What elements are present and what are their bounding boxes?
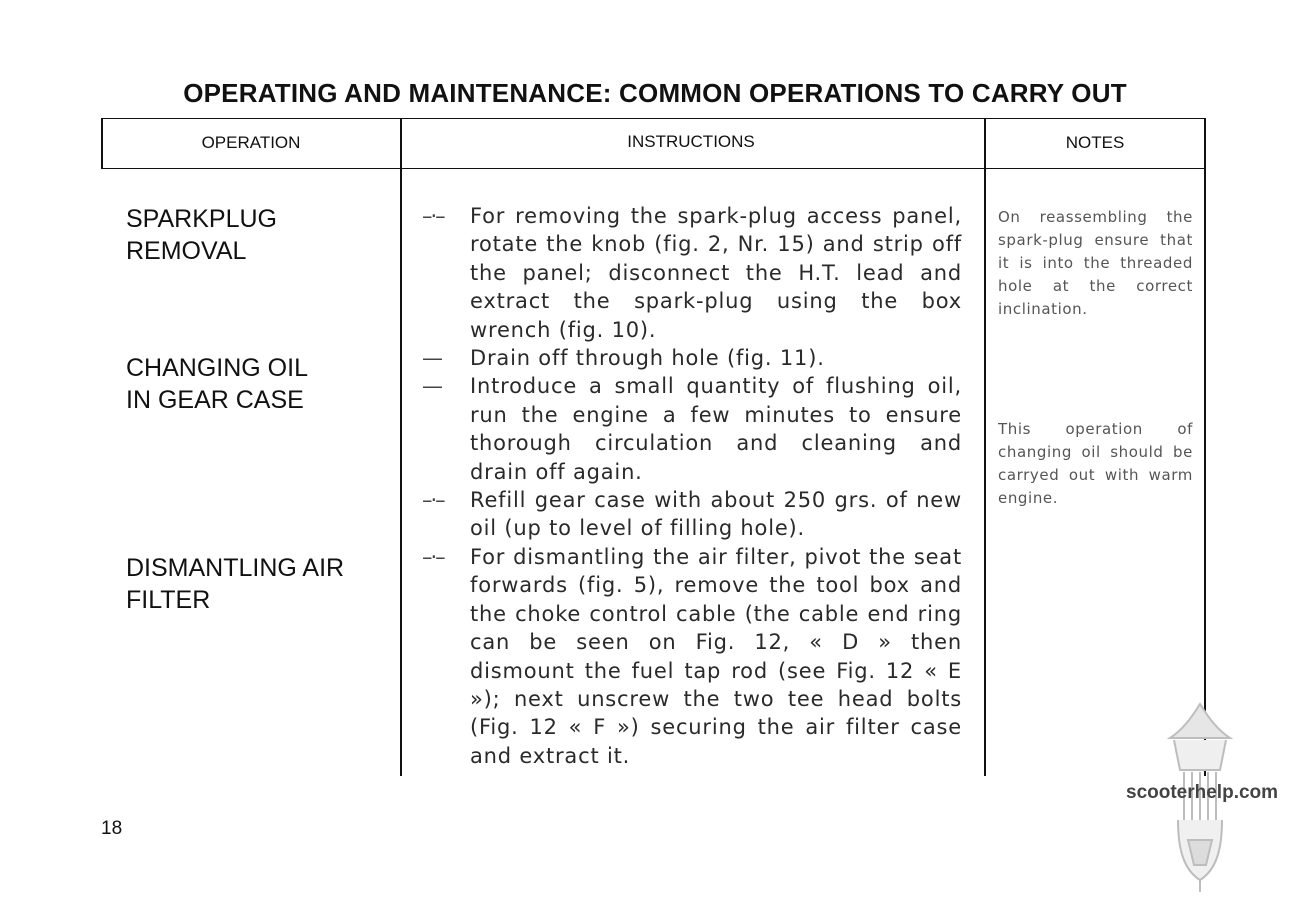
instruction-item xyxy=(422,486,962,543)
dash-bullet: –·– xyxy=(422,488,444,513)
header-operation: OPERATION xyxy=(201,133,301,152)
instruction-text: Introduce a small quantity of flushing oil, run the engine a few minutes to ensure thorough circulation and cleaning and drain off again. xyxy=(470,374,962,484)
operation-dismantling-air-filter: DISMANTLING AIR FILTER xyxy=(126,554,345,614)
header-notes: NOTES xyxy=(1065,133,1125,152)
page-number: 18 xyxy=(101,818,123,839)
table-top-border xyxy=(101,118,1205,119)
instruction-item xyxy=(422,372,962,486)
header-bottom-border xyxy=(101,168,1205,169)
dash-bullet: –·– xyxy=(422,544,444,569)
page-title: OPERATING AND MAINTENANCE: COMMON OPERATIONS TO CARRY OUT xyxy=(183,78,1127,108)
instruction-text: Refill gear case with about 250 grs. of new oil (up to level of filling hole). xyxy=(470,488,962,541)
col-divider-1 xyxy=(400,118,402,776)
instruction-item xyxy=(422,543,962,770)
col-divider-2 xyxy=(984,118,986,776)
instruction-item xyxy=(422,202,962,344)
dash-bullet: — xyxy=(422,374,441,399)
instruction-item xyxy=(422,344,962,372)
header-instructions: INSTRUCTIONS xyxy=(627,132,755,151)
operation-sparkplug-removal: SPARKPLUG REMOVAL xyxy=(126,205,277,265)
dash-bullet: –·– xyxy=(422,204,444,228)
operation-changing-oil: CHANGING OIL IN GEAR CASE xyxy=(126,354,308,414)
watermark-text: scooterhelp.com xyxy=(1126,782,1279,803)
instructions-list xyxy=(422,202,962,770)
dash-bullet: — xyxy=(422,346,441,371)
note-sparkplug: On reassembling the spark-plug ensure that it is into the threaded hole at the correct inclination. xyxy=(998,208,1193,318)
note-changing-oil: This operation of changing oil should be carryed out with warm engine. xyxy=(998,420,1193,507)
right-border xyxy=(1204,118,1206,776)
instruction-text: For removing the spark-plug access panel, rotate the knob (fig. 2, Nr. 15) and strip off the panel; disconnect the H.T. lead and extract the spark-plug using the box wrench (fig. 10). xyxy=(470,204,962,342)
instruction-text: Drain off through hole (fig. 11). xyxy=(470,346,825,371)
instruction-text: For dismantling the air filter, pivot the seat forwards (fig. 5), remove the tool box and the choke control cable (the cable end ring can be seen on Fig. 12, « D » then dismount the fuel tap rod (see Fig. 12 « E »); next unscrew the two tee head bolts (Fig. 12 « F ») securing the air filter case and extract it. xyxy=(470,544,962,768)
